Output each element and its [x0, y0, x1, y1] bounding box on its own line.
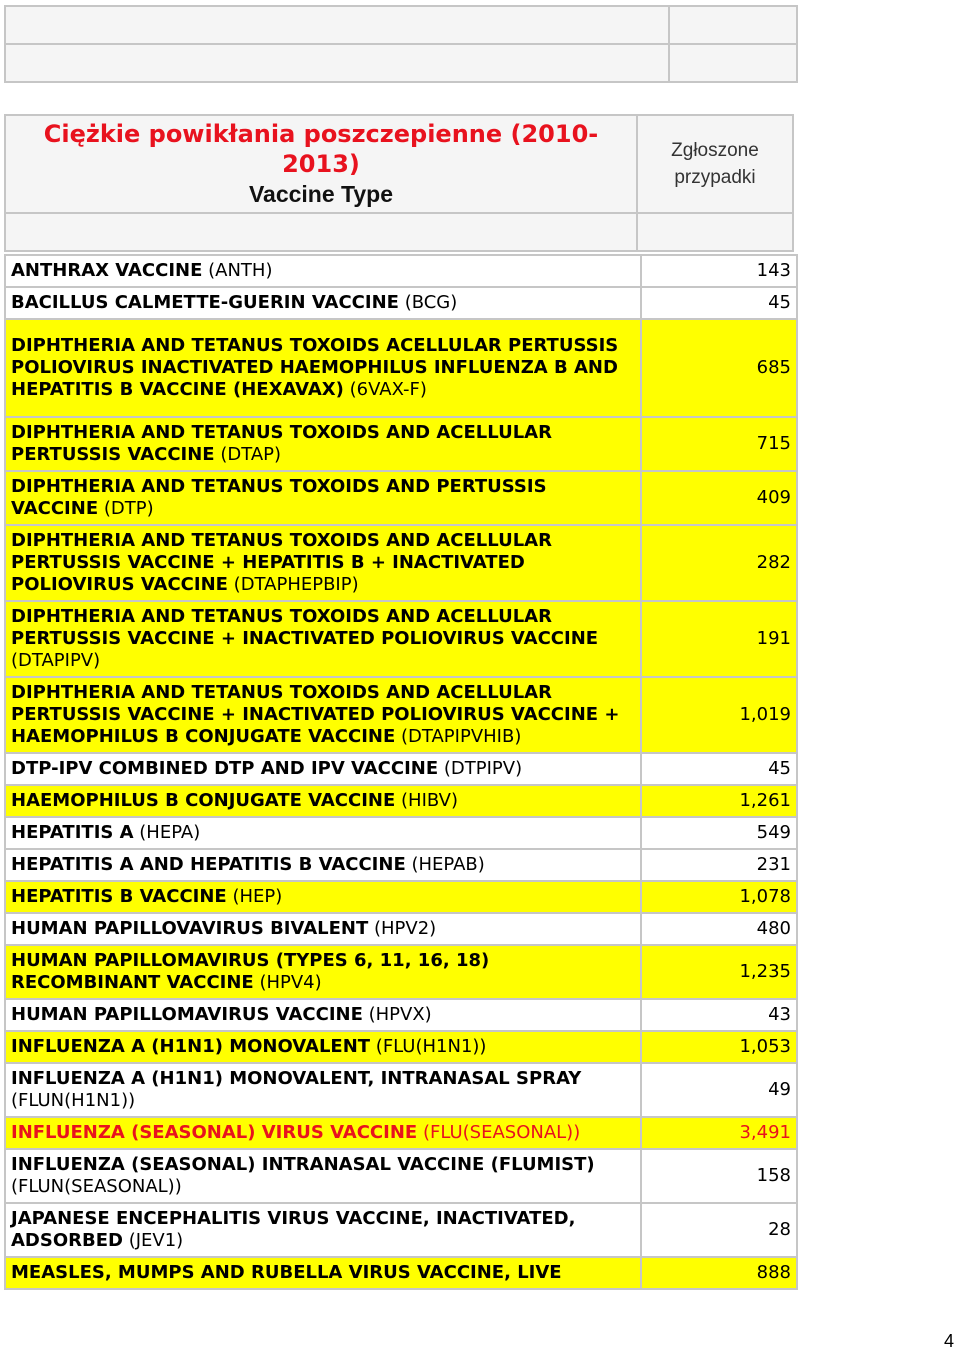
case-count: 158 — [641, 1149, 797, 1203]
vaccine-name-cell — [5, 753, 641, 785]
vaccine-name: BACILLUS CALMETTE-GUERIN VACCINE — [11, 292, 399, 313]
vaccine-name: DIPHTHERIA AND TETANUS TOXOIDS AND PERTUSSIS VACCINE — [11, 476, 547, 519]
vaccine-table — [4, 254, 798, 1290]
case-count: 43 — [641, 999, 797, 1031]
vaccine-name: HEPATITIS A AND HEPATITIS B VACCINE — [11, 854, 406, 875]
case-count: 231 — [641, 849, 797, 881]
vaccine-code: (FLU(SEASONAL)) — [422, 1122, 581, 1143]
case-count: 549 — [641, 817, 797, 849]
table-row — [5, 913, 797, 945]
table-row — [5, 999, 797, 1031]
spacer-cell — [637, 213, 793, 251]
vaccine-code: (DTAPHEPBIP) — [233, 574, 359, 595]
title-english: Vaccine Type — [248, 181, 394, 207]
table-row — [5, 1203, 797, 1257]
vaccine-name-cell — [5, 999, 641, 1031]
case-count: 45 — [641, 287, 797, 319]
vaccine-code: (DTP) — [103, 498, 154, 519]
case-count: 1,078 — [641, 881, 797, 913]
table-row — [5, 785, 797, 817]
table-row — [5, 1117, 797, 1149]
case-count: 685 — [641, 319, 797, 417]
vaccine-name: INFLUENZA A (H1N1) MONOVALENT, INTRANASAL SPRAY — [11, 1068, 582, 1089]
vaccine-name: DIPHTHERIA AND TETANUS TOXOIDS AND ACELLULAR PERTUSSIS VACCINE — [11, 422, 552, 465]
vaccine-name: HUMAN PAPILLOVAVIRUS BIVALENT — [11, 918, 369, 939]
vaccine-name-cell — [5, 677, 641, 753]
case-count: 28 — [641, 1203, 797, 1257]
vaccine-name: HUMAN PAPILLOMAVIRUS VACCINE — [11, 1004, 363, 1025]
table-row — [5, 255, 797, 287]
vaccine-code: (DTAPIPVHIB) — [401, 726, 522, 747]
vaccine-name: DIPHTHERIA AND TETANUS TOXOIDS AND ACELLULAR PERTUSSIS VACCINE + HEPATITIS B + INACTIVATED POLIOVIRUS VACCINE — [11, 530, 552, 595]
vaccine-name-cell — [5, 1031, 641, 1063]
spacer-cell — [5, 213, 637, 251]
case-count: 1,235 — [641, 945, 797, 999]
vaccine-code: (DTPIPV) — [443, 758, 523, 779]
case-count: 715 — [641, 417, 797, 471]
table-row — [5, 1149, 797, 1203]
vaccine-code: (HPVX) — [368, 1004, 432, 1025]
vaccine-name: DIPHTHERIA AND TETANUS TOXOIDS ACELLULAR PERTUSSIS POLIOVIRUS INACTIVATED HAEMOPHILUS INFLUENZA B AND HEPATITIS B VACCINE (HEXAVAX) — [11, 335, 619, 400]
table-row — [5, 417, 797, 471]
case-count: 888 — [641, 1257, 797, 1289]
table-row — [5, 1257, 797, 1289]
title-polish-line2: 2013) — [282, 150, 360, 178]
count-header-cell — [637, 115, 793, 213]
case-count: 409 — [641, 471, 797, 525]
vaccine-name-cell — [5, 417, 641, 471]
case-count: 191 — [641, 601, 797, 677]
table-row — [5, 319, 797, 417]
table-row — [5, 1031, 797, 1063]
vaccine-name: HUMAN PAPILLOMAVIRUS (TYPES 6, 11, 16, 18) RECOMBINANT VACCINE — [11, 950, 490, 993]
count-header-line2: przypadki — [674, 167, 756, 188]
vaccine-name-cell — [5, 785, 641, 817]
vaccine-name: HAEMOPHILUS B CONJUGATE VACCINE — [11, 790, 396, 811]
case-count: 45 — [641, 753, 797, 785]
table-row — [5, 677, 797, 753]
vaccine-name: HEPATITIS B VACCINE — [11, 886, 227, 907]
empty-cell — [669, 44, 797, 82]
vaccine-name-cell — [5, 913, 641, 945]
empty-cell — [5, 44, 669, 82]
vaccine-name-cell — [5, 601, 641, 677]
case-count: 143 — [641, 255, 797, 287]
case-count: 1,053 — [641, 1031, 797, 1063]
vaccine-name-cell — [5, 1117, 641, 1149]
vaccine-code: (ANTH) — [208, 260, 273, 281]
header-table — [4, 114, 794, 252]
vaccine-name-cell — [5, 525, 641, 601]
case-count: 49 — [641, 1063, 797, 1117]
vaccine-name: JAPANESE ENCEPHALITIS VIRUS VACCINE, INACTIVATED, ADSORBED — [11, 1208, 576, 1251]
vaccine-name: INFLUENZA (SEASONAL) INTRANASAL VACCINE (FLUMIST) — [11, 1154, 595, 1175]
vaccine-code: (BCG) — [404, 292, 458, 313]
vaccine-name-cell — [5, 255, 641, 287]
vaccine-name: ANTHRAX VACCINE — [11, 260, 203, 281]
table-row — [5, 525, 797, 601]
case-count: 1,019 — [641, 677, 797, 753]
table-row — [5, 471, 797, 525]
case-count: 282 — [641, 525, 797, 601]
vaccine-name-cell — [5, 817, 641, 849]
vaccine-name: HEPATITIS A — [11, 822, 134, 843]
vaccine-name-cell — [5, 1063, 641, 1117]
empty-cell — [669, 6, 797, 44]
title-cell — [5, 115, 637, 213]
vaccine-name-cell — [5, 945, 641, 999]
vaccine-code: (FLU(H1N1)) — [375, 1036, 487, 1057]
case-count: 1,261 — [641, 785, 797, 817]
vaccine-code: (HPV2) — [373, 918, 437, 939]
vaccine-name: MEASLES, MUMPS AND RUBELLA VIRUS VACCINE, LIVE — [11, 1262, 562, 1283]
vaccine-name-cell — [5, 849, 641, 881]
vaccine-name-cell — [5, 1203, 641, 1257]
vaccine-code: (FLUN(SEASONAL)) — [11, 1176, 182, 1197]
table-row — [5, 287, 797, 319]
vaccine-name: DTP-IPV COMBINED DTP AND IPV VACCINE — [11, 758, 439, 779]
vaccine-code: (HEPAB) — [411, 854, 485, 875]
vaccine-name-cell — [5, 881, 641, 913]
vaccine-code: (6VAX-F) — [349, 379, 427, 400]
count-header-line1: Zgłoszone — [671, 140, 759, 161]
table-row — [5, 817, 797, 849]
top-empty-table — [4, 5, 798, 83]
case-count: 3,491 — [641, 1117, 797, 1149]
table-row — [5, 601, 797, 677]
empty-cell — [5, 6, 669, 44]
vaccine-code: (HIBV) — [401, 790, 459, 811]
vaccine-name-cell — [5, 287, 641, 319]
table-row — [5, 849, 797, 881]
vaccine-name: INFLUENZA (SEASONAL) VIRUS VACCINE — [11, 1122, 418, 1143]
vaccine-name-cell — [5, 319, 641, 417]
vaccine-name-cell — [5, 1149, 641, 1203]
vaccine-code: (FLUN(H1N1)) — [11, 1090, 136, 1111]
title-polish-line1: Ciężkie powikłania poszczepienne (2010- — [43, 120, 599, 148]
vaccine-name-cell — [5, 471, 641, 525]
vaccine-name-cell — [5, 1257, 641, 1289]
table-row — [5, 945, 797, 999]
vaccine-code: (JEV1) — [128, 1230, 184, 1251]
vaccine-name: DIPHTHERIA AND TETANUS TOXOIDS AND ACELLULAR PERTUSSIS VACCINE + INACTIVATED POLIOVIRUS VACCINE — [11, 606, 599, 649]
vaccine-code: (DTAP) — [220, 444, 282, 465]
vaccine-code: (HEP) — [232, 886, 283, 907]
table-row — [5, 753, 797, 785]
page-number: 4 — [943, 1331, 954, 1351]
vaccine-name: DIPHTHERIA AND TETANUS TOXOIDS AND ACELLULAR PERTUSSIS VACCINE + INACTIVATED POLIOVIRUS VACCINE + HAEMOPHILUS B CONJUGATE VACCINE — [11, 682, 620, 747]
vaccine-code: (HPV4) — [259, 972, 322, 993]
vaccine-name: INFLUENZA A (H1N1) MONOVALENT — [11, 1036, 371, 1057]
table-row — [5, 1063, 797, 1117]
vaccine-code: (HEPA) — [139, 822, 201, 843]
case-count: 480 — [641, 913, 797, 945]
table-row — [5, 881, 797, 913]
vaccine-code: (DTAPIPV) — [11, 650, 101, 671]
